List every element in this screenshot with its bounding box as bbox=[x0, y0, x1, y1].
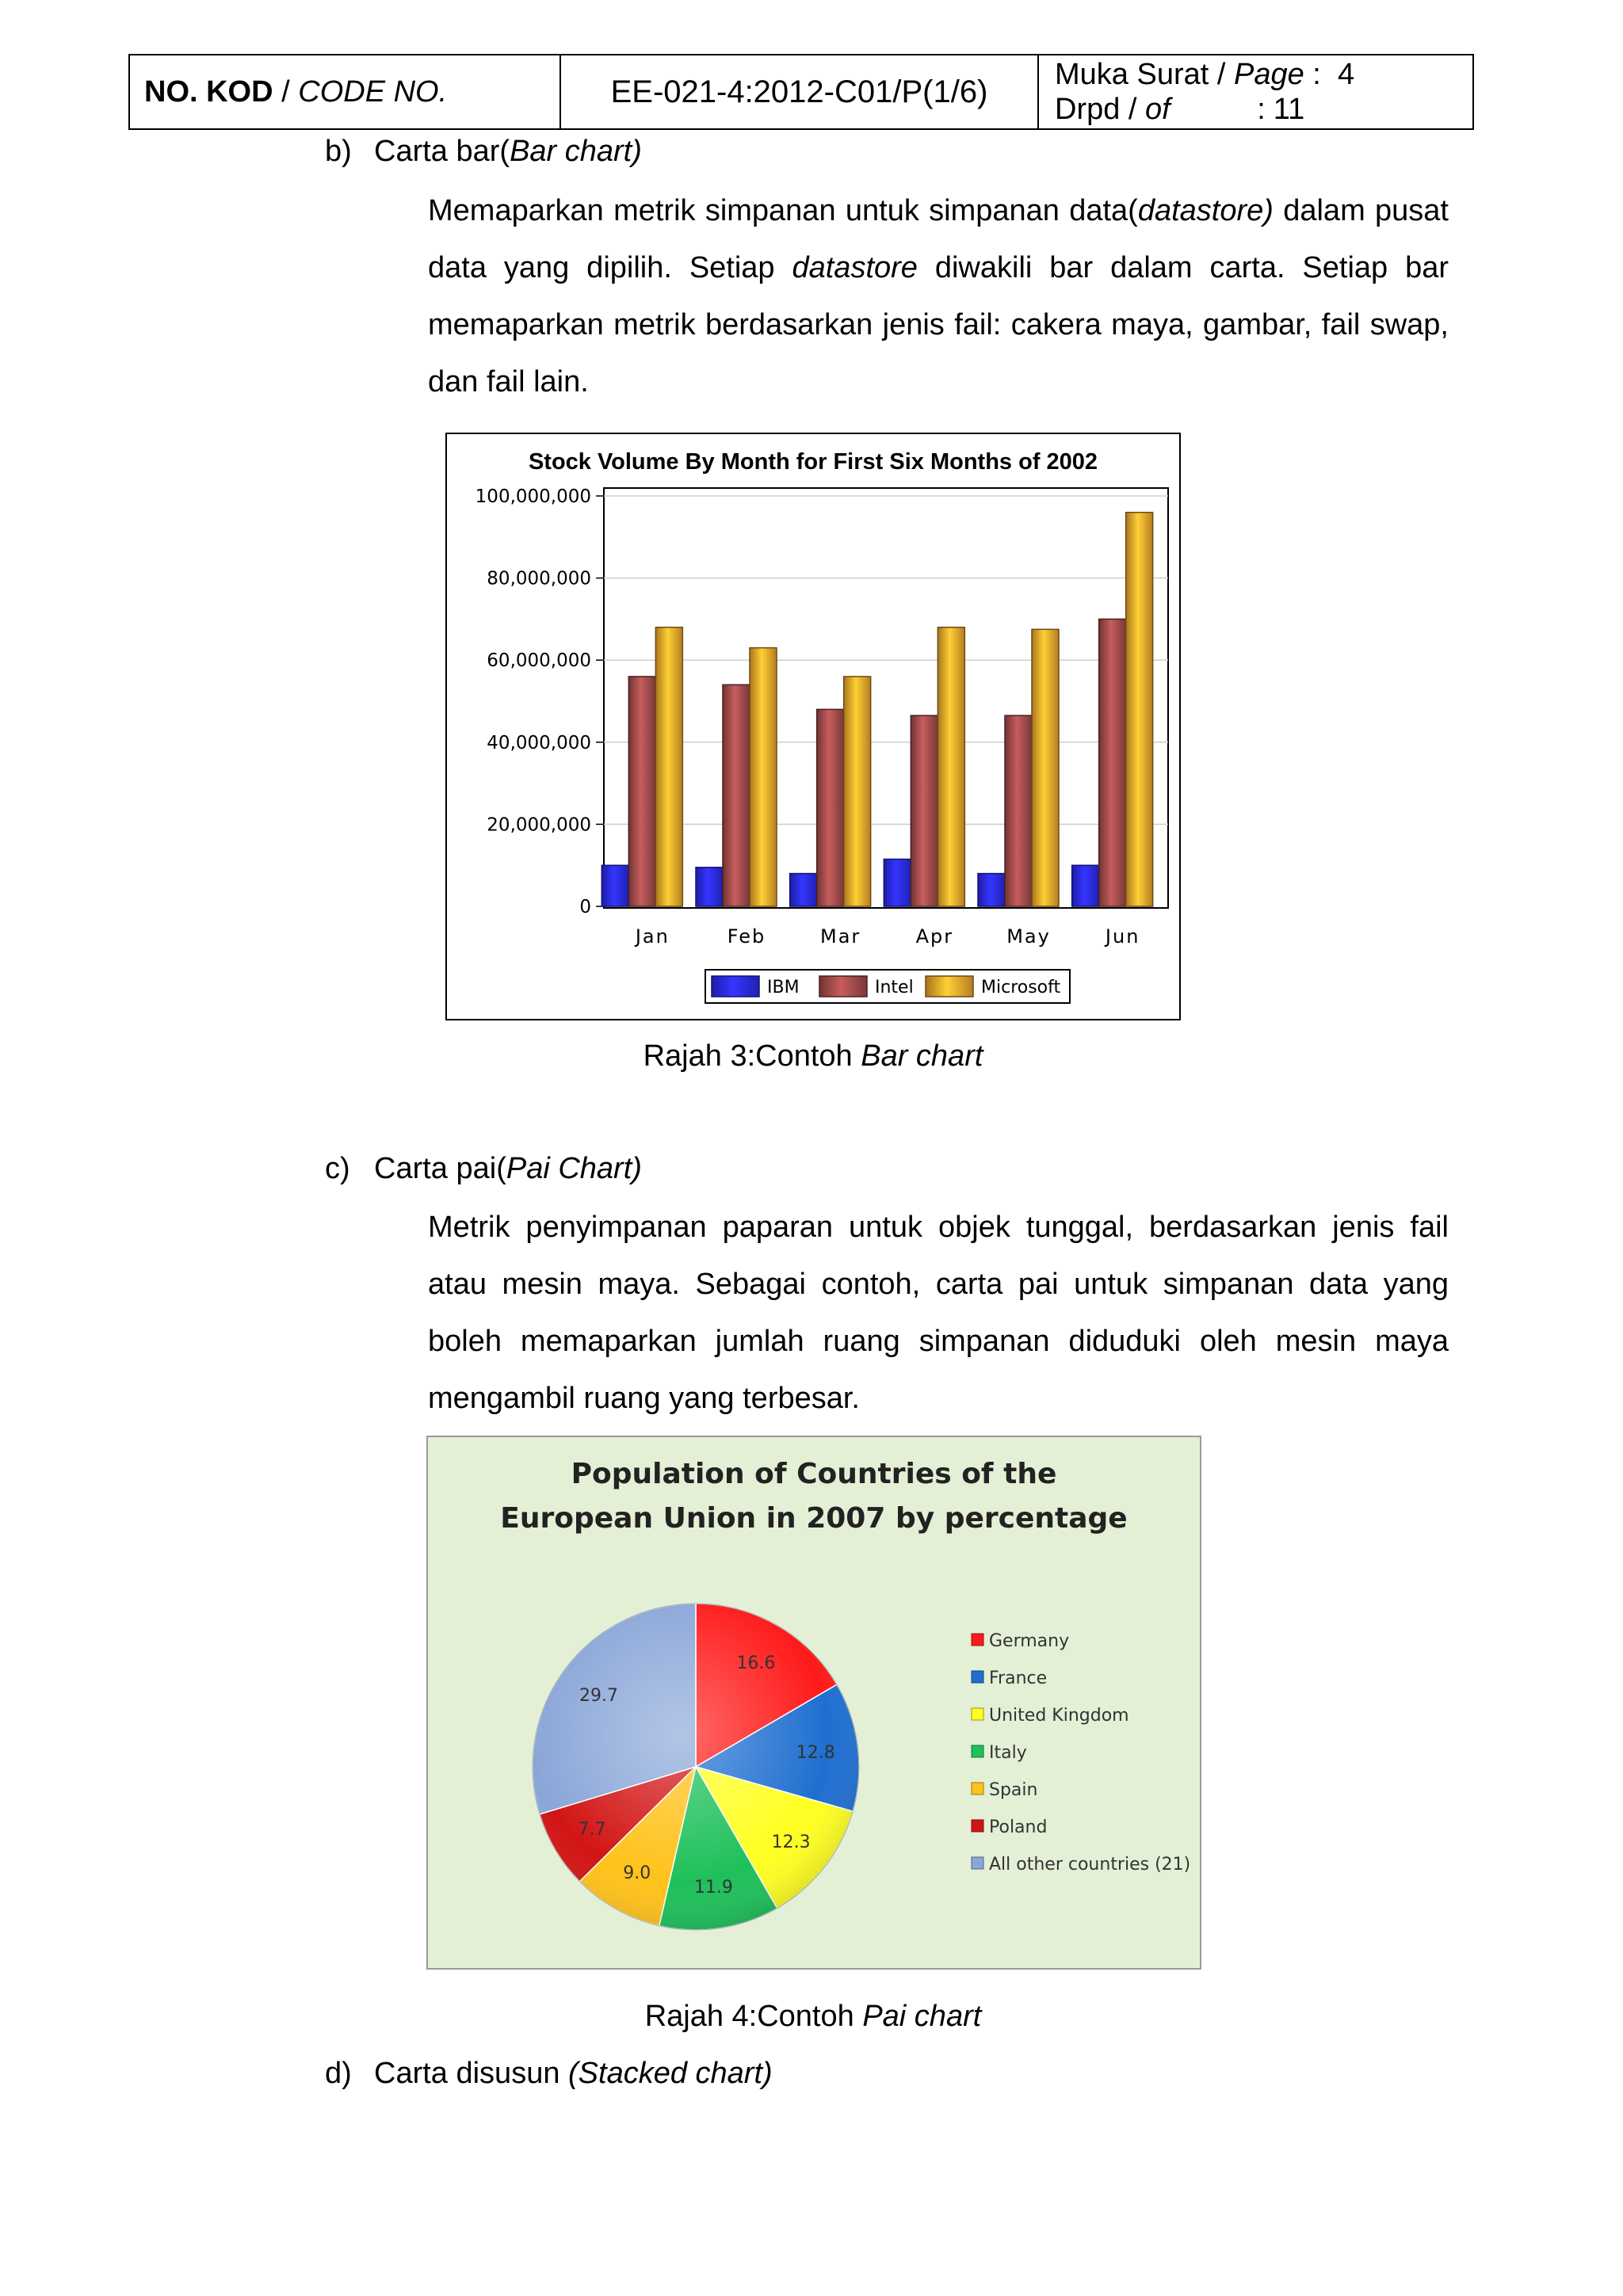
page-colon: : bbox=[1304, 58, 1338, 91]
pie-legend-swatch-germany bbox=[972, 1634, 983, 1646]
bar-legend-swatch-intel bbox=[819, 976, 867, 997]
bar-y-axis bbox=[475, 486, 604, 917]
bar-x-tick-label: May bbox=[1006, 925, 1051, 948]
figure-4-caption bbox=[417, 2000, 1209, 2034]
section-d-title-italic: (Stacked chart) bbox=[568, 2057, 773, 2090]
bar-y-tick-label: 40,000,000 bbox=[487, 732, 591, 753]
pie-chart-svg bbox=[428, 1437, 1200, 1968]
bar-x-tick-label: Jan bbox=[635, 925, 670, 948]
bar-ibm-mar bbox=[790, 874, 817, 906]
section-b-para-2: dalam pusat data yang dipilih. Setiap bbox=[428, 194, 1449, 284]
section-c-marker: c) bbox=[325, 1152, 350, 1185]
bar-microsoft-jan bbox=[655, 627, 682, 906]
bar-chart-svg bbox=[447, 434, 1179, 1019]
pie-legend-label-all-other-countries-21: All other countries (21) bbox=[989, 1855, 1191, 1875]
section-d-marker: d) bbox=[325, 2057, 352, 2090]
pie-legend-swatch-italy bbox=[972, 1745, 983, 1757]
pie-value-label-united-kingdom: 12.3 bbox=[771, 1832, 811, 1852]
bar-x-tick-label: Mar bbox=[820, 925, 861, 948]
bar-y-tick-label: 20,000,000 bbox=[487, 814, 591, 836]
section-b-heading bbox=[325, 135, 642, 169]
bar-y-tick-label: 100,000,000 bbox=[475, 486, 591, 507]
bar-x-axis bbox=[634, 925, 1140, 948]
pie-legend-label-spain: Spain bbox=[989, 1780, 1038, 1800]
bar-microsoft-apr bbox=[938, 627, 964, 906]
bar-microsoft-feb bbox=[750, 648, 777, 906]
bar-y-tick-label: 60,000,000 bbox=[487, 650, 591, 672]
figure-4-caption-text: Rajah 4:Contoh bbox=[644, 2000, 863, 2033]
bar-intel-mar bbox=[817, 709, 844, 906]
page-label: Muka Surat / bbox=[1055, 58, 1234, 91]
section-c-heading bbox=[325, 1152, 642, 1186]
section-b-marker: b) bbox=[325, 135, 352, 168]
bar-legend-swatch-ibm bbox=[712, 976, 759, 997]
pie-legend-swatch-spain bbox=[972, 1783, 983, 1794]
pie-legend-label-italy: Italy bbox=[989, 1743, 1027, 1763]
bar-intel-feb bbox=[723, 685, 750, 906]
of-label: Drpd / bbox=[1055, 93, 1146, 126]
pie-value-label-germany: 16.6 bbox=[736, 1653, 776, 1673]
bar-microsoft-mar bbox=[844, 677, 871, 906]
bar-ibm-apr bbox=[884, 859, 911, 906]
section-b-title-italic: Bar chart) bbox=[510, 135, 642, 168]
code-label-cell bbox=[130, 55, 561, 128]
bar-x-tick-label: Feb bbox=[727, 925, 766, 948]
bar-legend bbox=[705, 970, 1070, 1003]
bar-microsoft-jun bbox=[1126, 513, 1153, 906]
pie-legend-label-united-kingdom: United Kingdom bbox=[989, 1706, 1129, 1726]
section-b-paragraph bbox=[428, 182, 1449, 410]
page-label-italic: Page bbox=[1233, 58, 1304, 91]
pie-legend-swatch-all-other-countries-21 bbox=[972, 1857, 983, 1869]
pie-title-line1: Population of Countries of the bbox=[571, 1458, 1057, 1490]
bar-intel-jun bbox=[1099, 619, 1126, 906]
pie-value-label-spain: 9.0 bbox=[623, 1863, 651, 1884]
bar-x-tick-label: Apr bbox=[915, 925, 954, 948]
section-d-title: Carta disusun bbox=[374, 2057, 569, 2090]
section-d-heading bbox=[325, 2057, 773, 2091]
section-b-para-1: Memaparkan metrik simpanan untuk simpanan data( bbox=[428, 194, 1138, 227]
bar-chart-figure bbox=[445, 433, 1181, 1020]
bar-intel-jan bbox=[628, 677, 655, 906]
bar-ibm-feb bbox=[696, 868, 723, 906]
bar-legend-label-intel: Intel bbox=[875, 978, 914, 997]
pie-title-line2: European Union in 2007 by percentage bbox=[500, 1502, 1128, 1535]
bar-ibm-may bbox=[978, 874, 1005, 906]
page-info-cell bbox=[1039, 55, 1472, 128]
code-label-italic: CODE NO. bbox=[298, 74, 448, 109]
figure-4-caption-italic: Pai chart bbox=[862, 2000, 982, 2033]
code-label-sep: / bbox=[273, 74, 299, 109]
pie-value-label-italy: 11.9 bbox=[693, 1877, 733, 1897]
section-b-para-italic-1: datastore) bbox=[1137, 194, 1274, 227]
pie-value-label-poland: 7.7 bbox=[578, 1820, 606, 1840]
section-b-title: Carta bar( bbox=[374, 135, 510, 168]
pie-legend-label-poland: Poland bbox=[989, 1817, 1048, 1837]
bar-legend-label-ibm: IBM bbox=[767, 978, 800, 997]
of-label-italic: of bbox=[1145, 93, 1170, 126]
pie-value-label-france: 12.8 bbox=[796, 1742, 835, 1763]
pie-legend-swatch-poland bbox=[972, 1820, 983, 1832]
pie-legend-swatch-united-kingdom bbox=[972, 1708, 983, 1720]
figure-3-caption-italic: Bar chart bbox=[861, 1039, 983, 1073]
bar-intel-apr bbox=[911, 715, 938, 906]
code-label-bold: NO. KOD bbox=[144, 74, 273, 109]
pie-legend bbox=[972, 1631, 1190, 1875]
code-value: EE-021-4:2012-C01/P(1/6) bbox=[610, 74, 988, 109]
pie-legend-label-germany: Germany bbox=[989, 1631, 1070, 1651]
page-row bbox=[1055, 57, 1472, 92]
figure-3-caption-text: Rajah 3:Contoh bbox=[643, 1039, 861, 1073]
bar-intel-may bbox=[1005, 715, 1032, 906]
document-header-table bbox=[128, 54, 1474, 130]
pie-value-label-all-other-countries-21: 29.7 bbox=[579, 1686, 619, 1707]
bar-chart-title: Stock Volume By Month for First Six Months of 2002 bbox=[528, 449, 1098, 475]
of-colon: : bbox=[1257, 93, 1266, 126]
figure-3-caption bbox=[417, 1039, 1209, 1074]
pie-legend-swatch-france bbox=[972, 1671, 983, 1683]
code-value-cell bbox=[561, 55, 1039, 128]
section-c-title-italic: Pai Chart) bbox=[506, 1152, 642, 1185]
bar-y-tick-label: 80,000,000 bbox=[487, 568, 591, 589]
bar-legend-swatch-microsoft bbox=[926, 976, 973, 997]
bar-ibm-jun bbox=[1072, 865, 1099, 906]
total-pages: 11 bbox=[1273, 93, 1305, 126]
section-c-title: Carta pai( bbox=[374, 1152, 506, 1185]
section-c-paragraph: Metrik penyimpanan paparan untuk objek tunggal, berdasarkan jenis fail atau mesin maya. Sebagai contoh, carta pai untuk simpanan data yang boleh memaparkan jumlah ruang simpanan diduduki oleh mesin maya mengambil ruang yang terbesar. bbox=[428, 1211, 1449, 1415]
bar-microsoft-may bbox=[1032, 629, 1059, 906]
pie-chart-figure bbox=[426, 1436, 1201, 1970]
pie-legend-label-france: France bbox=[989, 1669, 1048, 1688]
page-number: 4 bbox=[1337, 58, 1355, 91]
section-b-para-3: diwakili bar dalam carta. Setiap bar memaparkan metrik berdasarkan jenis fail: cakera maya, gambar, fail swap, dan fail lain. bbox=[428, 251, 1449, 399]
bar-y-tick-label: 0 bbox=[579, 897, 591, 917]
bar-plot-area bbox=[604, 488, 1168, 908]
bar-x-tick-label: Jun bbox=[1105, 925, 1140, 948]
bar-legend-label-microsoft: Microsoft bbox=[981, 978, 1061, 997]
of-row bbox=[1055, 92, 1472, 127]
section-b-para-italic-2: datastore bbox=[792, 251, 918, 284]
bar-ibm-jan bbox=[601, 865, 628, 906]
